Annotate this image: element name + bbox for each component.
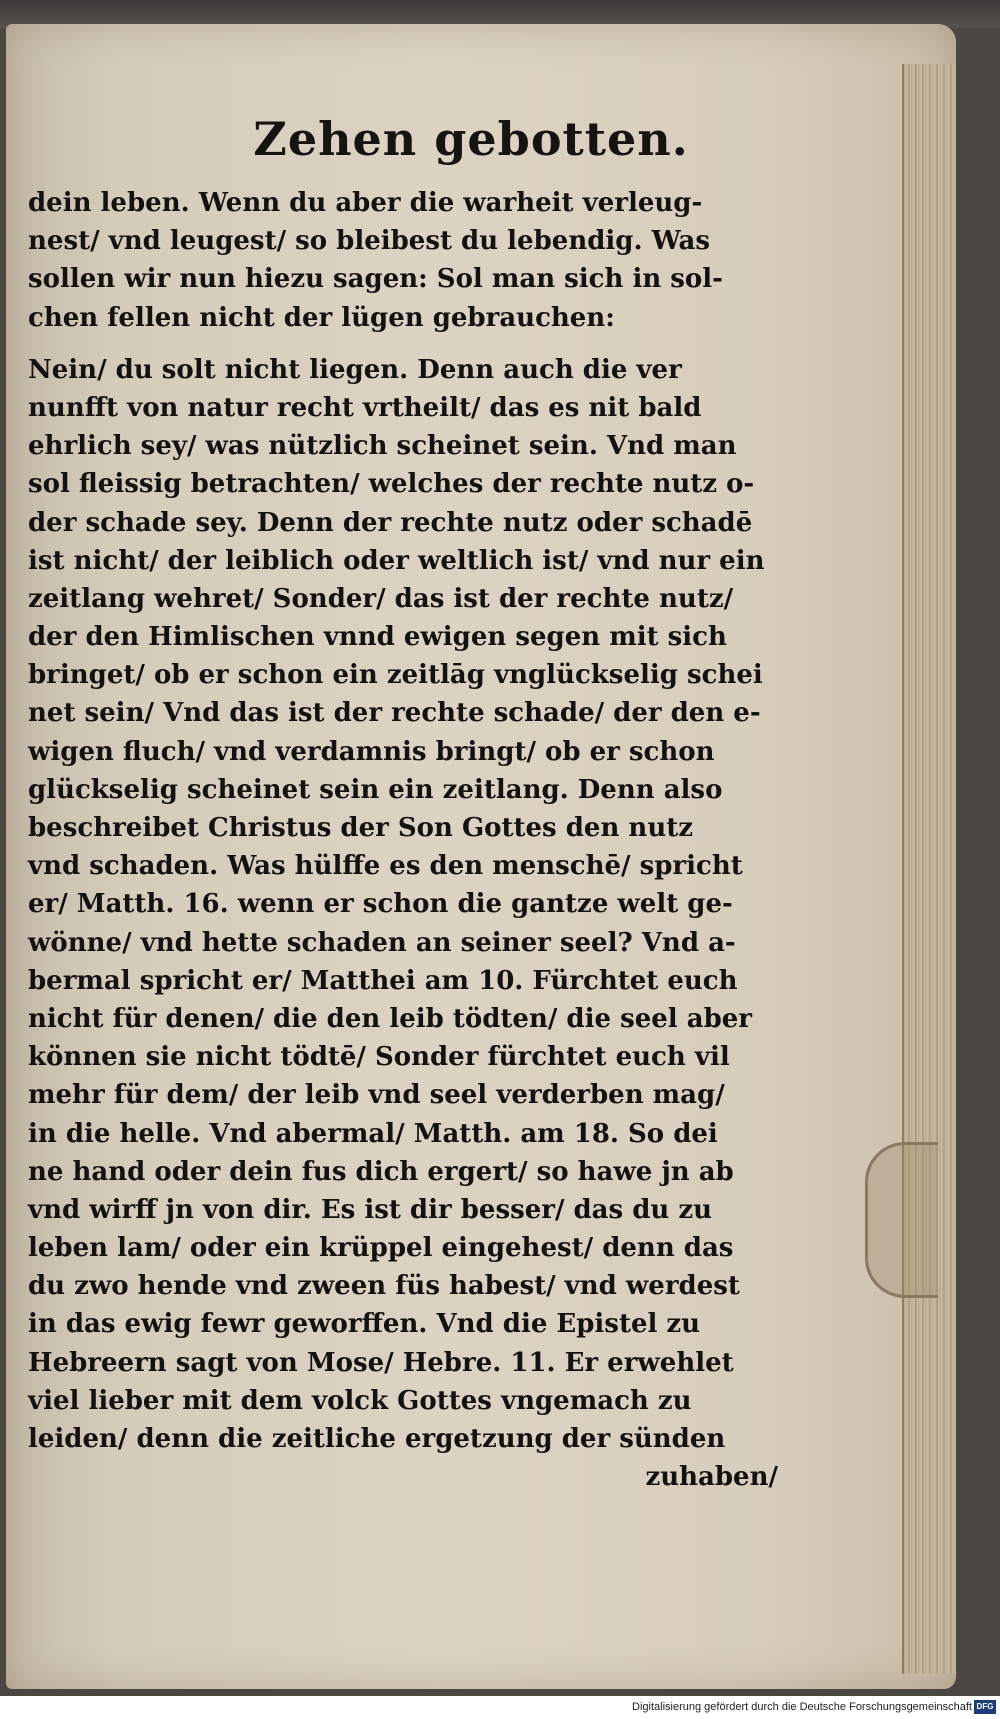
text-line: mehr für dem/ der leib vnd seel verderben mag/ (28, 1080, 725, 1111)
text-line: ne hand oder dein fus dich ergert/ so hawe jn ab (28, 1156, 734, 1187)
book-page (6, 24, 956, 1689)
catchword: zuhaben/ (645, 1462, 778, 1493)
text-line: sol fleissig betrachten/ welches der rechte nutz o‑ (28, 469, 755, 500)
text-line: net sein/ Vnd das ist der rechte schade/ der den e‑ (28, 698, 761, 729)
text-line: bringet/ ob er schon ein zeitlāg vnglückselig schei (28, 660, 763, 691)
text-line: leben lam/ oder ein krüppel eingehest/ denn das (28, 1233, 734, 1264)
binding-clasp (865, 1142, 938, 1298)
text-line: viel lieber mit dem volck Gottes vngemach zu (28, 1385, 692, 1416)
text-line: in das ewig fewr geworffen. Vnd die Epistel zu (28, 1309, 701, 1340)
text-line: leiden/ denn die zeitliche ergetzung der sünden (28, 1424, 726, 1454)
running-head: Zehen gebotten. (253, 112, 689, 166)
text-line: wigen fluch/ vnd verdamnis bringt/ ob er schon (28, 736, 715, 767)
text-line: ehrlich sey/ was nützlich scheinet sein. Vnd man (28, 431, 737, 462)
text-line: nest/ vnd leugest/ so bleibest du lebendig. Was (28, 226, 710, 257)
text-line: wönne/ vnd hette schaden an seiner seel? Vnd a‑ (28, 927, 736, 958)
text-line: der den Himlischen vnnd ewigen segen mit sich (28, 622, 727, 653)
text-line: nunfft von natur recht vrtheilt/ das es nit bald (28, 392, 702, 423)
text-line: bermal spricht er/ Matthei am 10. Fürchtet euch (28, 965, 738, 996)
text-line: sollen wir nun hiezu sagen: Sol man sich in sol‑ (28, 264, 723, 295)
text-line: nicht für denen/ die den leib tödten/ die seel aber (28, 1003, 752, 1034)
dfg-logo: DFG (974, 1700, 996, 1714)
text-line: vnd wirff jn von dir. Es ist dir besser/ das du zu (28, 1194, 713, 1225)
footer-bar (0, 1696, 1000, 1719)
text-line: in die helle. Vnd abermal/ Matth. am 18. So dei (28, 1118, 718, 1149)
text-line: glückselig scheinet sein ein zeitlang. Denn also (28, 774, 723, 805)
text-line: Hebreern sagt von Mose/ Hebre. 11. Er erwehlet (28, 1347, 734, 1378)
text-line: vnd schaden. Was hülffe es den menschē/ spricht (28, 851, 743, 882)
text-line: ist nicht/ der leiblich oder weltlich ist/ vnd nur ein (28, 545, 765, 576)
paragraph-break (28, 337, 788, 351)
text-line: Nein/ du solt nicht liegen. Denn auch die ver (28, 354, 682, 385)
text-line: er/ Matth. 16. wenn er schon die gantze welt ge‑ (28, 889, 733, 920)
text-line: dein leben. Wenn du aber die warheit verleug‑ (28, 188, 703, 218)
text-line: du zwo hende vnd zween füs habest/ vnd werdest (28, 1271, 740, 1302)
footer-credit: Digitalisierung gefördert durch die Deutsche Forschungsgemeinschaft (632, 1701, 972, 1713)
text-line: chen fellen nicht der lügen gebrauchen: (28, 302, 615, 333)
page-edges (902, 64, 956, 1674)
text-line: zeitlang wehret/ Sonder/ das ist der rechte nutz/ (28, 583, 734, 614)
body-text (28, 184, 788, 1496)
text-line: können sie nicht tödtē/ Sonder fürchtet euch vil (28, 1042, 730, 1073)
text-line: beschreibet Christus der Son Gottes den nutz (28, 813, 694, 843)
text-line: der schade sey. Denn der rechte nutz oder schadē (28, 507, 753, 538)
